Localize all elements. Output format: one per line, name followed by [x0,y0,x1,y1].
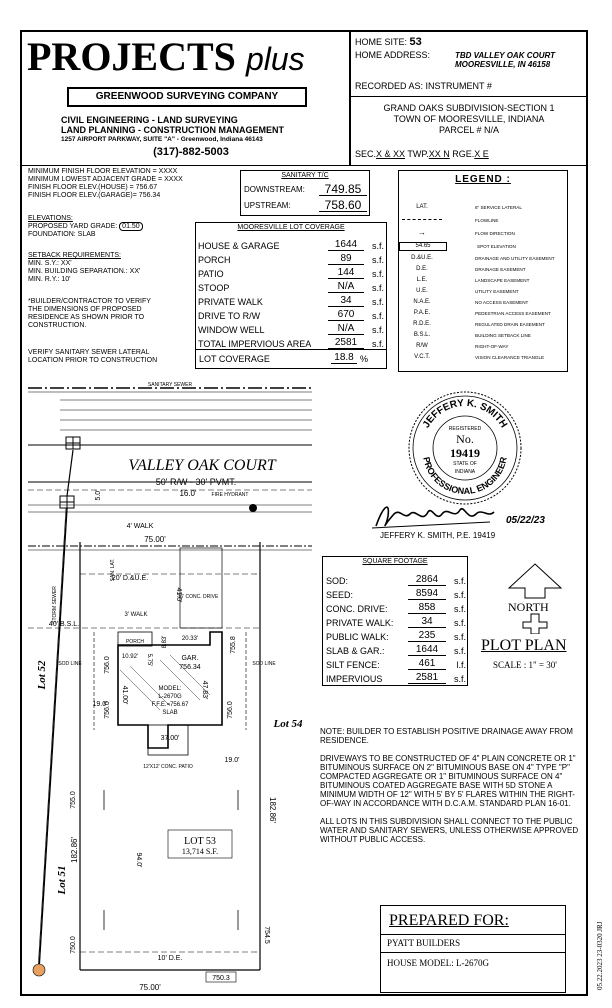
coverage-row-label: PORCH [198,255,231,265]
seal-state-of: STATE OF [453,461,477,467]
label-d-18286-left: 182.86' [70,837,79,863]
sf-row-label: IMPERVIOUS [326,674,383,684]
legend-symbol: N.A.E. [413,299,431,305]
coverage-row-unit: s.f. [371,269,384,279]
sf-row-value: 8594 [408,588,446,600]
legend-rows [399,201,567,363]
label-gar-el: 756.34 [179,664,201,671]
logo [27,35,305,81]
prepared-divider-2 [381,952,565,953]
builder-note: *BUILDER/CONTRACTOR TO VERIFY THE DIMENSIONS OF PROPOSED RESIDENCE AS SHOWN PRIOR TO CONSTRUCTION. [28,298,151,329]
square-footage-row [326,586,466,600]
label-street: VALLEY OAK COURT [128,457,276,474]
legend-item [399,201,567,214]
square-footage-row [326,572,466,586]
legend-item [399,264,567,275]
label-dim-41: 41.0' [175,587,182,603]
seal-registered: REGISTERED [448,426,482,432]
legend-item [399,253,567,264]
signature-name: JEFFERY K. SMITH, P.E. 19419 [380,531,496,540]
legend-description: REGULATED DRAIN EASEMENT [475,321,545,327]
coverage-row-value: 2581 [328,337,364,349]
label-e-7560a: 756.0 [104,656,111,674]
seal-name: JEFFERY K. SMITH [420,397,510,431]
sf-row-unit: s.f. [453,590,466,600]
label-dim-5: 5.0' [95,489,102,501]
label-lot54: Lot 54 [273,718,303,730]
sec-twp-rge: SEC.X & XX TWP.XX N RGE.X E [355,149,489,159]
label-storm: STORM SEWER [52,586,58,624]
legend-symbol: B.S.L. [413,332,431,338]
prepared-client: PYATT BUILDERS [387,938,461,948]
label-model-no: L-2670G [158,694,182,700]
label-drive: 16' CONC. DRIVE [177,594,219,600]
sf-row-unit: s.f. [453,618,466,628]
home-address: TBD VALLEY OAK COURT MOORESVILLE, IN 46158 [455,51,556,69]
company-line-2: LAND PLANNING - CONSTRUCTION MANAGEMENT [61,125,284,135]
sf-row-value: 235 [408,630,446,642]
north-arrow [505,562,565,634]
note-driveways: DRIVEWAYS TO BE CONSTRUCTED OF 4" PLAIN CONCRETE OR 1" BITUMINOUS SURFACE ON 2" BITUMINOUS BASE ON 4" TYPE "P" COMPACTED AGGREGATE OR 1" BITUMINOUS SURFACE ON 4" BITUMINOUS COATED AGGREGATE BASE WITH 5D STONE A MINIMUM WIDTH OF 12" WITH 5' BY 5' FLARES WITHIN THE RIGHT-OF-WAY IN ACCORDANCE WITH D.C.A.M. STANDARD PLAN 16-01. [320,754,576,808]
upstream-value: 758.60 [319,199,367,212]
legend-symbol: R/W [416,343,428,349]
prepared-for [380,905,566,993]
coverage-row [198,293,384,307]
label-d-190-right: 19.0' [224,757,240,764]
sf-row-label: SOD: [326,576,349,586]
coverage-row-value: 34 [328,295,364,307]
legend-symbol: U.E. [416,288,428,294]
legend-symbol: D.&U.E. [411,255,433,261]
sf-row-value: 858 [408,602,446,614]
sf-row-value: 461 [408,658,446,670]
coverage-row-value: N/A [328,281,364,293]
yard-grade-tag: 01.50 [119,222,143,231]
legend-symbol: D.E. [416,266,428,272]
company-phone: (317)-882-5003 [153,146,229,158]
label-d-940: 94.0' [135,852,142,868]
coverage-row-label: PATIO [198,269,224,279]
signature-mark [370,500,510,532]
recorded-divider [351,96,587,97]
coverage-row [198,279,384,293]
title-block [20,30,350,166]
prepared-model: HOUSE MODEL: L-2670G [387,958,489,968]
legend-description: NO ACCESS EASEMENT [475,299,529,305]
legend-symbol: V.C.T. [414,354,430,360]
legend-item [399,341,567,352]
seal-state: INDIANA [454,469,476,475]
legend-item [399,352,567,363]
notes [320,727,588,844]
coverage-total-value: 18.8 [331,352,357,364]
square-footage-row [326,614,466,628]
sf-row-label: PRIVATE WALK: [326,618,394,628]
coverage-row-label: HOUSE & GARAGE [198,241,280,251]
legend-description: FLOW DIRECTION [475,230,515,236]
label-d-3700: 37.00' [160,735,180,742]
coverage-row-unit: s.f. [371,297,384,307]
sf-row-unit: s.f. [453,674,466,684]
legend-item [399,308,567,319]
legend-item [399,286,567,297]
floor-info: MINIMUM FINISH FLOOR ELEVATION = XXXX MINIMUM LOWEST ADJACENT GRADE = XXXX FINISH FLOOR ELEV.(HOUSE) = 756.67 FINISH FLOOR ELEV.(GARAGE)= 756.34 [28,168,183,199]
sf-row-unit: s.f. [453,646,466,656]
coverage-total-unit: % [360,354,369,364]
sf-row-label: CONC. DRIVE: [326,604,388,614]
coverage-row-label: PRIVATE WALK [198,297,263,307]
label-slab: SLAB [162,710,178,716]
square-footage-row [326,628,466,642]
engineer-seal [395,390,555,508]
legend-description: DRAINAGE AND UTILITY EASEMENT [475,255,555,261]
coverage-row-label: WINDOW WELL [198,325,265,335]
coverage-row-unit: s.f. [371,241,384,251]
legend-description: PEDESTRIAN ACCESS EASEMENT [475,310,551,316]
legend-symbol: L.E. [416,277,428,283]
square-footage: SQUARE FOOTAGE SOD: 2864 s.f. SEED: 8594 s.f. CONC. DRIVE: 858 s.f. PRIVATE WALK: 34 s.f. PUBLIC WALK: 235 s.f. SLAB & GAR.: 1644 s.f. SILT FENCE: 461 l.f. IMPERVIOUS 2581 s.f. [322,556,468,686]
signature-date: 05/22/23 [506,515,545,526]
label-gar: GAR. [181,655,199,662]
upstream-label: UPSTREAM: [244,201,291,210]
label-d-883: 8.83' [162,635,168,649]
square-footage-row [326,600,466,614]
legend-description: FLOWLINE [475,217,499,223]
coverage-divider [196,349,386,350]
home-address-label: HOME ADDRESS: [355,50,431,60]
label-sod-line-right: SOD LINE [252,661,276,667]
square-footage-rows [326,572,466,684]
legend-description: 6" SERVICE LATERAL [475,204,522,210]
label-e-7545: 754.5 [263,926,270,944]
label-d-2033: 20.33' [181,636,199,642]
prepared-divider-1 [381,934,565,935]
label-de: 10' D.E. [157,955,183,962]
label-walk: 4' WALK [126,523,154,530]
sf-row-label: SEED: [326,590,354,600]
label-model: MODEL: [158,686,182,692]
label-d-190-left: 19.0' [92,701,108,708]
label-sod-line-left: SOD LINE [58,661,82,667]
sf-row-unit: s.f. [453,604,466,614]
label-hydrant: FIRE HYDRANT [211,492,249,498]
sf-row-unit: s.f. [453,576,466,586]
coverage-row-value: 144 [328,267,364,279]
legend: LEGEND : LAT. 6" SERVICE LATERAL FLOWLINE → FLOW DIRECTION 54.65 SPOT ELEVATION D.&U.E. DRAINAGE AND UTILITY EASEMENT D.E. DRAINAGE EASEMENT L.E. LANDSCAPE EASEMENT U.E. UTILITY EASEMENT N.A.E. NO ACCESS EASEMENT P.A.E. PEDESTRIAN ACCESS EASEMENT R.D.E. REGULATED DRAIN EASEMENT B.S.L. BUILDING SETBACK LINE R/W RIGHT-OF-WAY V.C.T. VISION CLEARANCE TRIANGLE [398,170,568,372]
label-d-575: 5.75' [146,653,152,667]
label-front: 75.00' [144,535,166,544]
legend-symbol: P.A.E. [413,310,431,316]
verify-note: VERIFY SANITARY SEWER LATERAL LOCATION PRIOR TO CONSTRUCTION [28,349,158,364]
note-sewers: ALL LOTS IN THIS SUBDIVISION SHALL CONNECT TO THE PUBLIC WATER AND SANITARY SEWERS, UNLESS OTHERWISE APPROVED WITHOUT PUBLIC ACCESS. [320,817,579,844]
coverage-row-label: TOTAL IMPERVIOUS AREA [198,339,312,349]
label-e-7550: 755.0 [70,791,77,809]
label-dim-16: 16.0' [179,489,197,498]
note-drainage: NOTE: BUILDER TO ESTABLISH POSITIVE DRAINAGE AWAY FROM RESIDENCE. [320,727,573,745]
logo-word-projects: PROJECTS [27,34,236,79]
downstream-label: DOWNSTREAM: [244,185,305,194]
legend-symbol [399,217,445,224]
coverage-row [198,307,384,321]
label-bsl: 40' B.S.L. [48,621,80,628]
plot-plan-scale: SCALE : 1" = 30' [493,660,557,670]
site-info-block [350,30,588,166]
sf-row-value: 34 [408,616,446,628]
company-banner: GREENWOOD SURVEYING COMPANY [67,87,307,107]
label-d-4783: 47.83' [201,680,208,700]
label-d-1092: 10.92' [121,654,139,660]
lot-coverage: MOORESVILLE LOT COVERAGE HOUSE & GARAGE 1644 s.f. PORCH 89 s.f. PATIO 144 s.f. STOOP N/A s.f. PRIVATE WALK 34 s.f. DRIVE TO R/W 670 s.f. WINDOW WELL N/A s.f. TOTAL IMPERVIOUS AREA 2581 s.f. LOT COVERAGE 18.8 % [195,222,387,369]
label-san-lat: SAN. LAT. [110,558,116,582]
label-e-7503: 750.3 [212,975,230,982]
seal-number: 19419 [450,446,480,460]
legend-description: VISION CLEARANCE TRIANGLE [475,354,545,360]
legend-item [399,319,567,330]
sf-row-label: SILT FENCE: [326,660,380,670]
label-lot51: Lot 51 [56,865,68,895]
sf-row-value: 2581 [408,672,446,684]
legend-description: SPOT ELEVATION [477,243,516,249]
label-lot52: Lot 52 [36,660,48,690]
square-footage-row [326,670,466,684]
subdivision-block: GRAND OAKS SUBDIVISION-SECTION 1 TOWN OF MOORESVILLE, INDIANA PARCEL # N/A [383,103,555,135]
label-patio: 12'X12' CONC. PATIO [143,764,193,770]
coverage-rows [198,237,384,349]
legend-item [399,297,567,308]
legend-item [399,227,567,240]
logo-word-plus: plus [245,41,305,77]
legend-description: RIGHT-OF-WAY [475,343,509,349]
coverage-row-label: DRIVE TO R/W [198,311,261,321]
legend-item [399,275,567,286]
seal-bottom: PROFESSIONAL ENGINEER [421,455,509,497]
plot-plan-title: PLOT PLAN [481,637,567,654]
coverage-row [198,237,384,251]
legend-symbol: → [418,228,426,237]
seal-no: No. [456,432,474,446]
label-lot53: LOT 53 [184,836,216,847]
sf-row-label: SLAB & GAR.: [326,646,385,656]
legend-symbol: 54.65 [399,242,447,251]
downstream-value: 749.85 [319,183,367,196]
label-row: 50' R/W - 30' PVMT. [155,477,237,487]
legend-item [399,240,567,253]
legend-item [399,330,567,341]
coverage-row-value: 670 [328,309,364,321]
sf-row-unit: l.f. [456,660,466,670]
legend-symbol: LAT. [416,204,428,210]
coverage-row-unit: s.f. [371,311,384,321]
coverage-row [198,251,384,265]
setback-requirements: SETBACK REQUIREMENTS: MIN. S.Y.: XX' MIN. BUILDING SEPARATION.: XX' MIN. R.Y.: 10' [28,252,141,283]
legend-item [399,214,567,227]
sf-row-value: 2864 [408,574,446,586]
legend-description: LANDSCAPE EASEMENT [475,277,530,283]
label-lot53-area: 13,714 S.F. [181,847,219,856]
sf-row-label: PUBLIC WALK: [326,632,389,642]
label-porch: PORCH [125,639,145,645]
coverage-row [198,265,384,279]
coverage-row [198,321,384,335]
legend-symbol: R.D.E. [413,321,431,327]
square-footage-row [326,642,466,656]
file-reference: 05.22.2023 23-0320 JRJ [596,921,604,990]
sf-row-value: 1644 [408,644,446,656]
company-lines [61,115,321,159]
label-d-4100: 41.00' [121,685,128,705]
coverage-row-unit: s.f. [371,255,384,265]
coverage-row-unit: s.f. [371,325,384,335]
label-d-18286-right: 182.86' [268,797,277,823]
sanitary-tc: SANITARY T/C DOWNSTREAM: 749.85 UPSTREAM: 758.60 [240,170,370,216]
coverage-row-value: N/A [328,323,364,335]
coverage-row-unit: s.f. [371,283,384,293]
prepared-heading: PREPARED FOR: [389,912,509,929]
label-e-7558: 755.8 [230,636,237,654]
coverage-row [198,335,384,349]
label-ffe: F.F.E.=756.67 [151,702,189,708]
label-walk3: 3' WALK [124,612,148,618]
coverage-row-value: 89 [328,253,364,265]
legend-description: UTILITY EASEMENT [475,288,519,294]
legend-description: BUILDING SETBACK LINE [475,332,531,338]
coverage-row-label: STOOP [198,283,230,293]
label-due: 20' D.&U.E. [111,575,149,582]
legend-description: DRAINAGE EASEMENT [475,266,526,272]
coverage-row-unit: s.f. [371,339,384,349]
elevations: ELEVATIONS: PROPOSED YARD GRADE: 01.50 FOUNDATION: SLAB [28,215,198,239]
home-site: HOME SITE: 53 [355,36,422,48]
recorded-as: RECORDED AS: INSTRUMENT # [355,81,492,91]
label-e-7560b: 756.0 [104,701,111,719]
company-line-3: 1257 AIRPORT PARKWAY, SUITE "A" - Greenwood, Indiana 46143 [61,136,263,143]
company-line-1: CIVIL ENGINEERING - LAND SURVEYING [61,115,238,125]
site-plan-drawing [20,370,320,995]
sf-row-unit: s.f. [453,632,466,642]
label-rear: 75.00' [139,983,161,992]
label-sanitary-sewer: SANITARY SEWER [147,382,193,388]
label-e-7560c: 756.0 [227,701,234,719]
label-e-7500: 750.0 [70,936,77,954]
north-label: NORTH [508,600,549,614]
coverage-total-label: LOT COVERAGE [199,354,270,364]
coverage-row-value: 1644 [328,239,364,251]
square-footage-row [326,656,466,670]
